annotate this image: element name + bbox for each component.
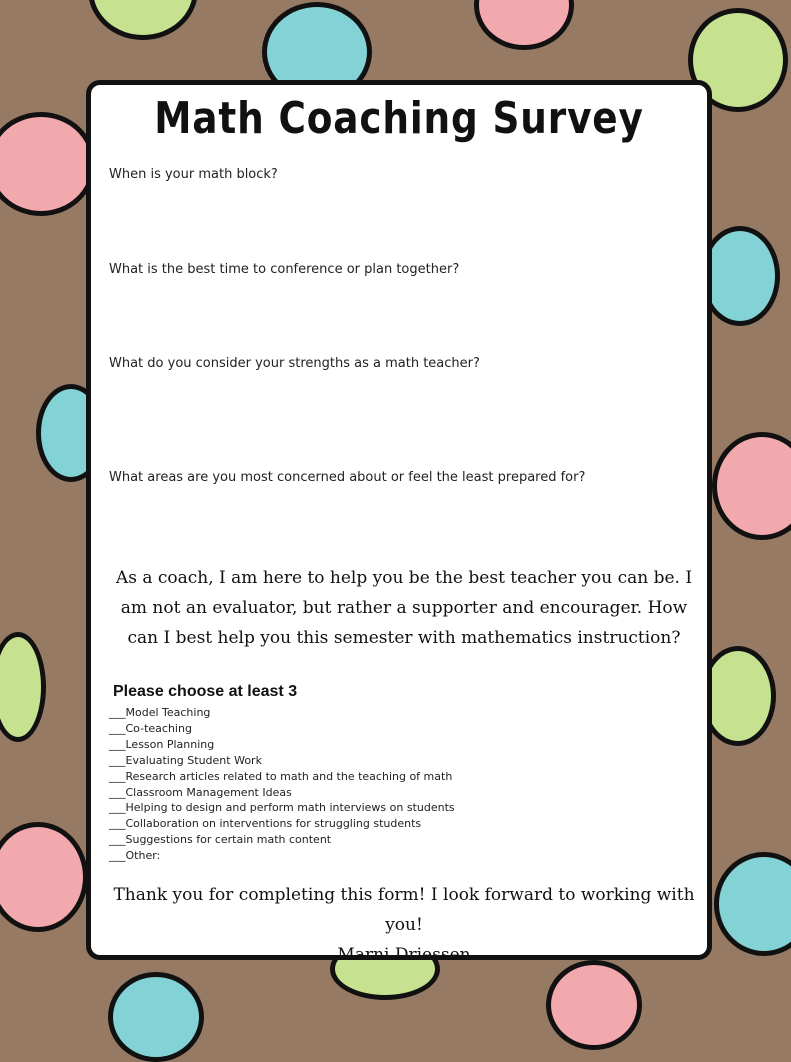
question-concerns: What areas are you most concerned about or feel the least prepared for? — [109, 470, 586, 485]
option-item: ___Other: — [109, 849, 161, 863]
polka-dot — [0, 822, 88, 932]
option-item: ___Helping to design and perform math interviews on students — [109, 801, 455, 815]
option-item: ___Model Teaching — [109, 706, 211, 719]
option-item: ___Research articles related to math and the teaching of math — [109, 769, 453, 783]
choose-heading: Please choose at least 3 — [113, 683, 298, 700]
polka-dot — [712, 432, 791, 540]
thanks-line: Thank you for completing this form! I look forward to working with you! — [113, 885, 695, 935]
question-conference-time: What is the best time to conference or plan together? — [109, 262, 460, 277]
thanks-block — [111, 880, 697, 970]
page-title: Math Coaching Survey — [154, 93, 644, 144]
coach-message: As a coach, I am here to help you be the best teacher you can be. I am not an evaluator, but rather a supporter and encourager. How can I best help you this semester with mathematics instruction? — [115, 568, 693, 648]
question-math-block: When is your math block? — [109, 167, 278, 182]
option-item: ___Evaluating Student Work — [109, 753, 262, 767]
polka-dot — [714, 852, 791, 956]
polka-dot — [546, 960, 642, 1050]
polka-dot — [474, 0, 574, 50]
signature: Marni Driessen — [337, 945, 471, 965]
options-list — [109, 705, 455, 864]
polka-dot — [88, 0, 198, 40]
polka-dot — [700, 226, 780, 326]
polka-dot — [108, 972, 204, 1062]
option-item: ___Collaboration on interventions for struggling students — [109, 817, 422, 831]
survey-card — [86, 80, 712, 965]
option-item: ___Co-teaching — [109, 721, 192, 735]
option-item: ___Suggestions for certain math content — [109, 833, 332, 847]
question-strengths: What do you consider your strengths as a math teacher? — [109, 356, 480, 371]
polka-dot — [0, 632, 46, 742]
polka-dot — [0, 112, 96, 216]
option-item: ___Lesson Planning — [109, 737, 215, 751]
option-item: ___Classroom Management Ideas — [109, 785, 292, 799]
